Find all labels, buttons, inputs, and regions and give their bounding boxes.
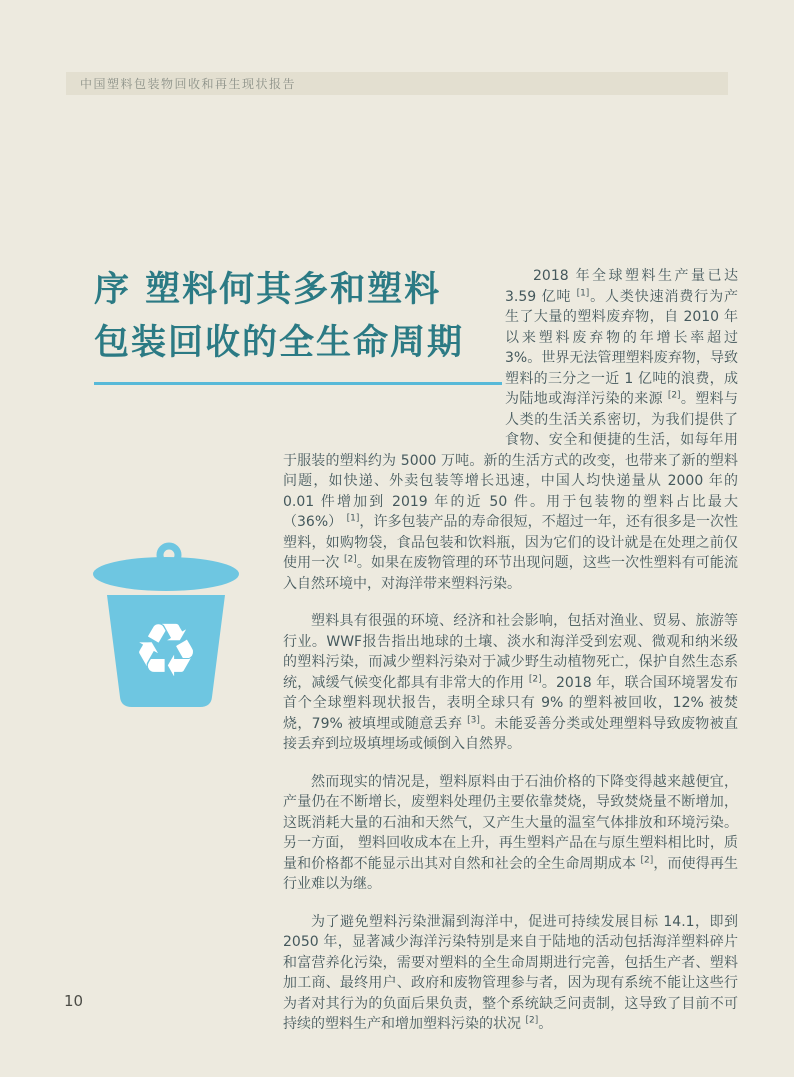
title-wrap-spacer (283, 266, 505, 434)
body-paragraph-1: 2018 年全球塑料生产量已达 3.59 亿吨 [1]。人类快速消费行为产生了大量的塑料废弃物，自 2010 年以来塑料废弃物的年增长率超过 3%。世界无法管理塑料废弃物，导致塑料的三分之一近 1 亿吨的浪费，成为陆地或海洋污染的来源 [2]。塑料与人类的生活关系密切，为我们提供了食物、安全和便捷的生活，如每年用于服装的塑料约为 5000 万吨。新的生活方式的改变，也带来了新的塑料问题，如快递、外卖包装等增长迅速，中国人均快递量从 2000 年的 0.01 件增加到 2019 年的近 50 件。用于包装物的塑料占比最大（36%） [1]，许多包装产品的寿命很短，不超过一年，还有很多是一次性塑料，如购物袋，食品包装和饮料瓶，因为它们的设计就是在处理之前仅使用一次 [2]。如果在废物管理的环节出现问题，这些一次性塑料有可能流入自然环境中，对海洋带来塑料污染。 (283, 268, 739, 592)
page-number: 10 (64, 992, 84, 1010)
bin-lid (93, 557, 239, 591)
section-title-line-1: 序 塑料何其多和塑料 (94, 270, 442, 310)
report-title-header: 中国塑料包装物回收和再生现状报告 (80, 77, 297, 91)
body-paragraph-4: 为了避免塑料污染泄漏到海洋中，促进可持续发展目标 14.1，即到 2050 年，显著减少海洋污染特别是来自于陆地的活动包括海洋塑料碎片和富营养化污染，需要对塑料的全生命周期进行完善，包括生产者、塑料加工商、最终用户、政府和废物管理参与者，因为现有系统不能让这些行为者对其行为的负面后果负责，整个系统缺乏问责制，这导致了目前不可持续的塑料生产和增加塑料污染的状况 [2]。 (283, 913, 738, 1032)
page-header (66, 72, 728, 95)
section-title-line-2: 包装回收的全生命周期 (94, 323, 465, 363)
body-paragraph-2: 塑料具有很强的环境、经济和社会影响，包括对渔业、贸易、旅游等行业。WWF报告指出地球的土壤、淡水和海洋受到宏观、微观和纳米级的塑料污染，而减少塑料污染对于减少野生动植物死亡，保护自然生态系统，减缓气候变化都具有非常大的作用 [2]。2018 年，联合国环境署发布首个全球塑料现状报告，表明全球只有 9% 的塑料被回收，12% 被焚烧，79% 被填埋或随意丢弃 [3]。未能妥善分类或处理塑料导致废物被直接丢弃到垃圾填埋场或倾倒入自然界。 (283, 613, 738, 752)
body-paragraph-3: 然而现实的情况是，塑料原料由于石油价格的下降变得越来越便宜，产量仍在不断增长，废塑料处理仍主要依靠焚烧，导致焚烧量不断增加，这既消耗大量的石油和天然气，又产生大量的温室气体排放和环境污染。另一方面， 塑料回收成本在上升，再生塑料产品在与原生塑料相比时，质量和价格都不能显示出其对自然和社会的全生命周期成本 [2]，而使得再生行业难以为继。 (283, 773, 739, 892)
recycle-symbol-icon: ♻ (132, 608, 200, 694)
body-text-column (283, 266, 738, 1052)
recycle-bin-icon (90, 540, 242, 712)
